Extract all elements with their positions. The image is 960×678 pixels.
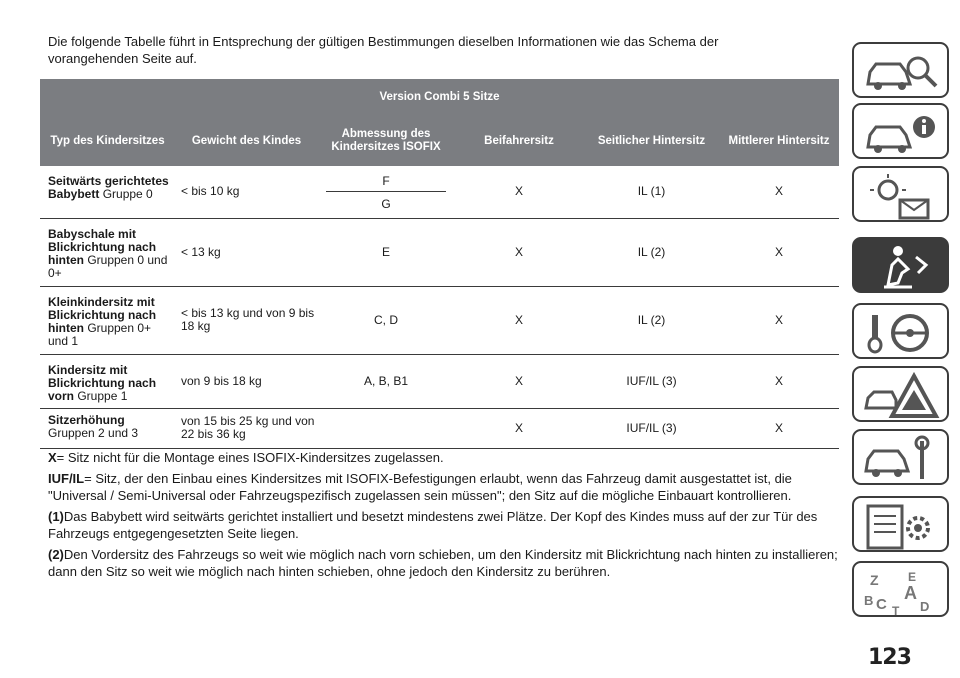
- passenger-seat-cell: X: [454, 286, 584, 354]
- rear-middle-seat-cell: X: [719, 166, 839, 218]
- chapter-tab-knowing-car[interactable]: [852, 42, 949, 98]
- passenger-seat-cell: X: [454, 218, 584, 286]
- checklist-gear-icon: [854, 498, 951, 554]
- index-letter: Z: [870, 572, 879, 588]
- column-header: Typ des Kindersitzes: [40, 116, 175, 166]
- table-row: [40, 286, 839, 354]
- table-row: [40, 354, 839, 408]
- seat-type-cell: [40, 354, 175, 408]
- chapter-tab-safety[interactable]: [852, 237, 949, 293]
- intro-paragraph: Die folgende Tabelle führt in Entsprechung der gültigen Bestimmungen dieselben Informationen wie das Schema der vorangehenden Seite auf.: [48, 34, 719, 66]
- warning-triangle-car-icon: [854, 368, 951, 424]
- passenger-seat-cell: X: [454, 408, 584, 448]
- column-header: Beifahrersitz: [454, 116, 584, 166]
- weight-cell: < 13 kg: [175, 218, 318, 286]
- page-number: 123: [868, 645, 911, 670]
- index-letter: D: [920, 599, 930, 614]
- car-magnifier-icon: [854, 44, 951, 100]
- index-letter: C: [876, 596, 887, 613]
- footnote-text: Den Vordersitz des Fahrzeugs so weit wie möglich nach vorn schieben, um den Kindersitz mit Blickrichtung nach hinten zu installieren; dann den Sitz so weit wie möglich nach hinten schieben, ohne jedoch den Kindersitz zu berühren.: [48, 547, 838, 579]
- weight-cell: < bis 13 kg und von 9 bis 18 kg: [175, 286, 318, 354]
- chapter-tab-starting-driving[interactable]: [852, 303, 949, 359]
- seat-type-cell: [40, 286, 175, 354]
- footnote-text: Das Babybett wird seitwärts gerichtet installiert und besetzt mindestens zwei Plätze. Der Kopf des Kindes muss auf der zur Tür des Fahrzeugs entgegengesetzten Seite liegen.: [48, 509, 818, 541]
- seat-type-cell: [40, 218, 175, 286]
- rear-middle-seat-cell: X: [719, 218, 839, 286]
- table-title-row: [40, 79, 839, 116]
- rear-middle-seat-cell: X: [719, 354, 839, 408]
- weight-cell: von 15 bis 25 kg und von 22 bis 36 kg: [175, 408, 318, 448]
- table-row: [40, 408, 839, 448]
- passenger-seat-cell: X: [454, 354, 584, 408]
- alphabet-index-icon: [854, 563, 951, 619]
- seat-type-label: Seitwärts gerichtetes Babybett: [48, 174, 169, 201]
- footnote-key: IUF/IL: [48, 471, 85, 486]
- weight-cell: < bis 10 kg: [175, 166, 318, 218]
- seat-airbag-icon: [854, 239, 951, 295]
- car-info-icon: [854, 105, 951, 161]
- chapter-tab-info[interactable]: [852, 103, 949, 159]
- table-row: [40, 166, 839, 218]
- column-header: Seitlicher Hintersitz: [584, 116, 719, 166]
- seat-type-cell: [40, 166, 175, 218]
- footnote: [48, 546, 838, 580]
- seat-group-label: Gruppen 0+ und 1: [48, 320, 152, 348]
- seat-group-label: Gruppen 2 und 3: [48, 425, 139, 440]
- index-letter: A: [904, 583, 917, 603]
- index-letter: E: [908, 570, 917, 584]
- table-title: Version Combi 5 Sitze: [40, 79, 839, 116]
- column-header: Abmessung des Kindersitzes ISOFIX: [318, 116, 454, 166]
- isofix-size-cell: C, D: [318, 286, 454, 354]
- seat-type-label: Sitzerhöhung: [48, 412, 125, 427]
- isofix-size-cell: E: [318, 218, 454, 286]
- index-letter: T: [892, 604, 900, 618]
- footnote-key: X: [48, 450, 57, 465]
- footnote-text: = Sitz, der den Einbau eines Kindersitzes mit ISOFIX-Befestigungen erlaubt, wenn das Fahrzeug damit ausgestattet ist, die "Universal / Semi-Universal oder Fahrzeugspezifisch zugelassen sein müssen"; den Sitz auf die mögliche Einbauart kontrollieren.: [48, 471, 792, 503]
- rear-side-seat-cell: IUF/IL (3): [584, 408, 719, 448]
- warning-light-envelope-icon: [854, 168, 951, 224]
- car-wrench-icon: [854, 431, 951, 487]
- isofix-seat-table: [40, 79, 839, 449]
- weight-cell: von 9 bis 18 kg: [175, 354, 318, 408]
- seat-group-label: Gruppen 0 und 0+: [48, 252, 168, 280]
- column-header: Gewicht des Kindes: [175, 116, 318, 166]
- passenger-seat-cell: X: [454, 166, 584, 218]
- footnote-text: = Sitz nicht für die Montage eines ISOFIX-Kindersitzes zugelassen.: [56, 450, 444, 465]
- seat-type-label: Babyschale mit Blickrichtung nach hinten: [48, 226, 157, 267]
- rear-side-seat-cell: IL (2): [584, 218, 719, 286]
- chapter-tab-technical-data[interactable]: [852, 496, 949, 552]
- footnote: [48, 449, 838, 466]
- footnote-key: (2): [48, 547, 64, 562]
- chapter-tab-emergency[interactable]: [852, 366, 949, 422]
- seat-type-label: Kleinkindersitz mit Blickrichtung nach hinten: [48, 294, 157, 335]
- chapter-tab-warning-lights[interactable]: [852, 166, 949, 222]
- isofix-size-cell: A, B, B1: [318, 354, 454, 408]
- rear-middle-seat-cell: X: [719, 286, 839, 354]
- rear-side-seat-cell: IL (1): [584, 166, 719, 218]
- seat-type-label: Kindersitz mit Blickrichtung nach vorn: [48, 362, 157, 403]
- rear-side-seat-cell: IL (2): [584, 286, 719, 354]
- isofix-size-top: F: [326, 171, 446, 192]
- index-letter: B: [864, 593, 874, 608]
- chapter-tab-maintenance[interactable]: [852, 429, 949, 485]
- rear-middle-seat-cell: X: [719, 408, 839, 448]
- isofix-size-cell: [318, 408, 454, 448]
- isofix-size-cell: [318, 166, 454, 218]
- seat-group-label: Gruppe 1: [77, 388, 128, 403]
- isofix-size-bottom: G: [381, 196, 391, 211]
- footnote: [48, 508, 838, 542]
- seat-type-cell: [40, 408, 175, 448]
- column-header: Mittlerer Hintersitz: [719, 116, 839, 166]
- chapter-tab-index[interactable]: [852, 561, 949, 617]
- footnote-key: (1): [48, 509, 64, 524]
- key-steering-wheel-icon: [854, 305, 951, 361]
- seat-group-label: Gruppe 0: [102, 187, 153, 201]
- table-header-row: [40, 116, 839, 166]
- footnotes: [48, 449, 838, 584]
- rear-side-seat-cell: IUF/IL (3): [584, 354, 719, 408]
- footnote: [48, 470, 838, 504]
- table-row: [40, 218, 839, 286]
